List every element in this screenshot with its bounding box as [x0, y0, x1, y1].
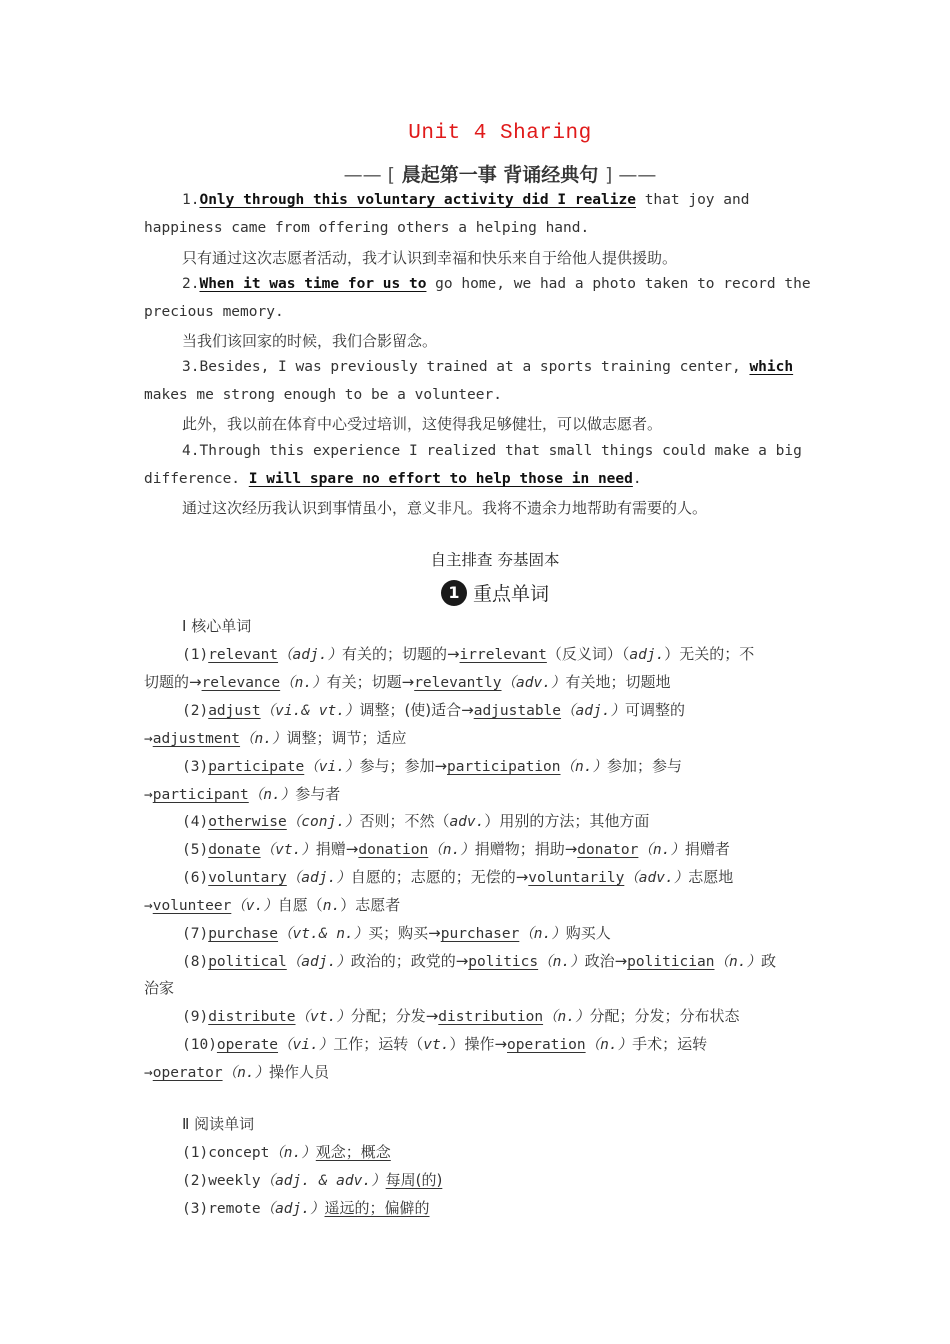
- text-fragment: 有关；切题→: [326, 673, 415, 691]
- text-fragment: adjustment: [152, 731, 241, 747]
- text-fragment: →: [144, 1065, 153, 1081]
- reading-words-label: Ⅱ 阅读单词: [182, 1115, 255, 1133]
- word-entry-3-cont: [144, 783, 340, 804]
- text-fragment: relevant: [208, 647, 279, 663]
- word-entry-10-cont: [144, 1061, 329, 1082]
- text-fragment: 分配；分发；分布状态: [589, 1007, 740, 1025]
- text-fragment: 调整；调节；适应: [286, 729, 407, 747]
- text-fragment: (1)concept: [182, 1145, 270, 1161]
- text-fragment: （vt.）: [295, 1009, 351, 1025]
- text-fragment: (3): [182, 759, 209, 775]
- text-fragment: difference.: [144, 471, 249, 487]
- text-fragment: politics: [468, 954, 539, 970]
- number-badge-icon: 1: [441, 580, 467, 606]
- text-fragment: （n.）: [280, 675, 327, 691]
- text-fragment: volunteer: [152, 898, 232, 914]
- text-fragment: voluntary: [208, 870, 287, 886]
- text-fragment: (8): [182, 954, 209, 970]
- text-fragment: 捐赠者: [684, 840, 730, 858]
- sentence-1-line-2: happiness came from offering others a helping hand.: [144, 220, 590, 236]
- text-fragment: (1): [182, 647, 209, 663]
- heading-text: 重点单词: [472, 583, 549, 605]
- text-fragment: politician: [627, 954, 715, 970]
- text-fragment: operate: [216, 1037, 279, 1053]
- text-fragment: （vt.& n.）: [278, 926, 369, 942]
- text-fragment: （n.）: [538, 954, 585, 970]
- text-fragment: Through this experience I realized that small things could make a big: [199, 443, 802, 459]
- text-fragment: 捐赠物；捐助→: [474, 840, 578, 858]
- word-entry-10: [182, 1033, 707, 1054]
- text-fragment: purchase: [208, 926, 279, 942]
- text-fragment: participant: [152, 787, 249, 803]
- key-phrase: which: [749, 359, 794, 375]
- text-fragment: go home, we had a photo taken to record the: [426, 276, 811, 292]
- text-fragment: participation: [447, 759, 561, 775]
- section-subtitle: 自主排查 夯基固本: [430, 551, 560, 569]
- text-fragment: （adj. & adv.）: [260, 1173, 386, 1189]
- text-fragment: （v.）: [231, 898, 278, 914]
- text-fragment: →: [144, 898, 153, 914]
- text-fragment: 政: [760, 952, 776, 970]
- text-fragment: 4.: [182, 443, 200, 459]
- text-fragment: (7): [182, 926, 209, 942]
- text-fragment: 有关地；切题地: [565, 673, 671, 691]
- text-fragment: 手术；运转: [632, 1035, 708, 1053]
- text-fragment: 可调整的: [624, 701, 685, 719]
- word-entry-9: [182, 1005, 740, 1026]
- text-fragment: adjustable: [473, 703, 562, 719]
- text-fragment: 调整；(使)适合→: [359, 701, 474, 719]
- text-fragment: vt.: [423, 1037, 450, 1053]
- text-fragment: （adj.）: [278, 647, 342, 663]
- text-fragment: 参与；参加→: [359, 757, 448, 775]
- banner-right-bracket: ] ——: [604, 164, 657, 186]
- sentence-1-translation: 只有通过这次志愿者活动，我才认识到幸福和快乐来自于给他人提供援助。: [182, 249, 678, 267]
- reading-entry-3: [182, 1197, 430, 1218]
- text-fragment: participate: [208, 759, 305, 775]
- text-fragment: political: [208, 954, 287, 970]
- text-fragment: （vi.）: [278, 1037, 334, 1053]
- text-fragment: 2.: [182, 276, 200, 292]
- text-fragment: （反义词）（: [546, 645, 630, 663]
- text-fragment: 操作人员: [269, 1063, 330, 1081]
- text-fragment: 否则；不然（: [359, 812, 450, 830]
- text-fragment: 政治→: [584, 952, 628, 970]
- text-fragment: relevantly: [414, 675, 502, 691]
- text-fragment: 自愿（: [277, 896, 323, 914]
- text-fragment: ）志愿者: [340, 896, 401, 914]
- text-fragment: 遥远的；偏僻的: [324, 1199, 430, 1217]
- text-fragment: distribution: [438, 1009, 544, 1025]
- banner-text: 晨起第一事 背诵经典句: [401, 164, 599, 186]
- text-fragment: （n.）: [543, 1009, 590, 1025]
- reading-entry-2: [182, 1169, 442, 1190]
- key-phrase: When it was time for us to: [199, 276, 427, 292]
- text-fragment: (5): [182, 842, 209, 858]
- reading-entry-1: [182, 1141, 391, 1162]
- text-fragment: （n.）: [714, 954, 761, 970]
- text-fragment: 分配；分发→: [350, 1007, 439, 1025]
- text-fragment: （n.）: [585, 1037, 633, 1053]
- text-fragment: （adv.）: [501, 675, 566, 691]
- section-heading: [0, 579, 950, 606]
- sentence-4-line-1: [182, 443, 802, 459]
- text-fragment: (6): [182, 870, 209, 886]
- word-entry-1-cont: [144, 671, 670, 692]
- text-fragment: operator: [152, 1065, 223, 1081]
- text-fragment: （vt.）: [260, 842, 316, 858]
- text-fragment: （vi.）: [304, 759, 360, 775]
- text-fragment: (2): [182, 703, 209, 719]
- text-fragment: （adj.）: [286, 870, 351, 886]
- sentence-2-translation: 当我们该回家的时候，我们合影留念。: [182, 332, 438, 350]
- text-fragment: （n.）: [428, 842, 475, 858]
- text-fragment: ）操作→: [449, 1035, 508, 1053]
- sentence-2-line-2: precious memory.: [144, 304, 284, 320]
- text-fragment: （n.）: [240, 731, 287, 747]
- text-fragment: （n.）: [519, 926, 566, 942]
- text-fragment: relevance: [201, 675, 281, 691]
- text-fragment: →: [144, 731, 153, 747]
- text-fragment: （n.）: [560, 759, 607, 775]
- banner-left-bracket: —— [: [343, 164, 396, 186]
- text-fragment: 3.: [182, 359, 200, 375]
- text-fragment: （n.）: [269, 1145, 316, 1161]
- text-fragment: ）无关的；不: [664, 645, 755, 663]
- key-phrase: Only through this voluntary activity did I realize: [199, 192, 636, 208]
- text-fragment: （conj.）: [286, 814, 360, 830]
- text-fragment: 志愿地: [688, 868, 734, 886]
- text-fragment: 工作；运转（: [333, 1035, 424, 1053]
- sentence-1-line-1: [182, 192, 749, 208]
- text-fragment: 捐赠→: [315, 840, 359, 858]
- text-fragment: 观念；概念: [315, 1143, 391, 1161]
- word-entry-6: [182, 866, 733, 887]
- unit-title: Unit 4 Sharing: [408, 122, 592, 145]
- text-fragment: （adj.）: [260, 1201, 325, 1217]
- word-entry-5: [182, 838, 730, 859]
- word-entry-2-cont: [144, 727, 407, 748]
- text-fragment: （adj.）: [286, 954, 351, 970]
- text-fragment: 自愿的；志愿的；无偿的→: [350, 868, 529, 886]
- text-fragment: （n.）: [638, 842, 685, 858]
- text-fragment: 参与者: [295, 785, 341, 803]
- text-fragment: donator: [577, 842, 639, 858]
- text-fragment: donate: [208, 842, 261, 858]
- text-fragment: that joy and: [635, 192, 750, 208]
- core-words-label: Ⅰ 核心单词: [182, 617, 252, 635]
- word-entry-8-cont: 治家: [144, 979, 175, 997]
- text-fragment: purchaser: [440, 926, 520, 942]
- text-fragment: (10): [182, 1037, 217, 1053]
- sentence-3-translation: 此外，我以前在体育中心受过培训，这使得我足够健壮，可以做志愿者。: [182, 415, 663, 433]
- text-fragment: adj.: [629, 647, 665, 663]
- word-entry-7: [182, 922, 611, 943]
- word-entry-1: [182, 643, 754, 664]
- sentence-2-line-1: [182, 276, 811, 292]
- word-entry-3: [182, 755, 682, 776]
- text-fragment: （adv.）: [624, 870, 689, 886]
- word-entry-4: [182, 810, 649, 831]
- text-fragment: 每周(的): [385, 1171, 443, 1189]
- text-fragment: （adj.）: [561, 703, 625, 719]
- text-fragment: voluntarily: [528, 870, 625, 886]
- text-fragment: ）用别的方法；其他方面: [484, 812, 650, 830]
- text-fragment: (9): [182, 1009, 209, 1025]
- text-fragment: (4): [182, 814, 209, 830]
- text-fragment: (2)weekly: [182, 1173, 261, 1189]
- text-fragment: n.: [322, 898, 341, 914]
- text-fragment: （n.）: [248, 787, 296, 803]
- word-entry-2: [182, 699, 685, 720]
- sentence-3-line-1: [182, 359, 793, 375]
- text-fragment: adv.: [449, 814, 485, 830]
- text-fragment: （vi.& vt.）: [260, 703, 360, 719]
- text-fragment: operation: [507, 1037, 586, 1053]
- sentence-3-line-2: makes me strong enough to be a volunteer.: [144, 387, 502, 403]
- text-fragment: 政治的；政党的→: [350, 952, 469, 970]
- text-fragment: Besides, I was previously trained at a sports training center,: [199, 359, 750, 375]
- text-fragment: 1.: [182, 192, 200, 208]
- text-fragment: 参加；参与: [606, 757, 682, 775]
- text-fragment: （n.）: [222, 1065, 270, 1081]
- text-fragment: otherwise: [208, 814, 287, 830]
- key-phrase: I will spare no effort to help those in need: [248, 471, 633, 487]
- text-fragment: 切题的→: [144, 673, 202, 691]
- word-entry-8: [182, 950, 776, 971]
- text-fragment: 购买人: [565, 924, 611, 942]
- text-fragment: donation: [358, 842, 429, 858]
- text-fragment: 有关的；切题的→: [341, 645, 460, 663]
- text-fragment: .: [632, 471, 642, 487]
- sentence-4-line-2: [144, 471, 642, 487]
- text-fragment: (3)remote: [182, 1201, 261, 1217]
- text-fragment: 买；购买→: [368, 924, 441, 942]
- word-entry-6-cont: [144, 894, 400, 915]
- text-fragment: →: [144, 787, 153, 803]
- sentence-4-translation: 通过这次经历我认识到事情虽小，意义非凡。我将不遗余力地帮助有需要的人。: [182, 499, 708, 517]
- text-fragment: distribute: [208, 1009, 296, 1025]
- text-fragment: adjust: [208, 703, 261, 719]
- text-fragment: irrelevant: [459, 647, 547, 663]
- section-banner: [0, 160, 950, 187]
